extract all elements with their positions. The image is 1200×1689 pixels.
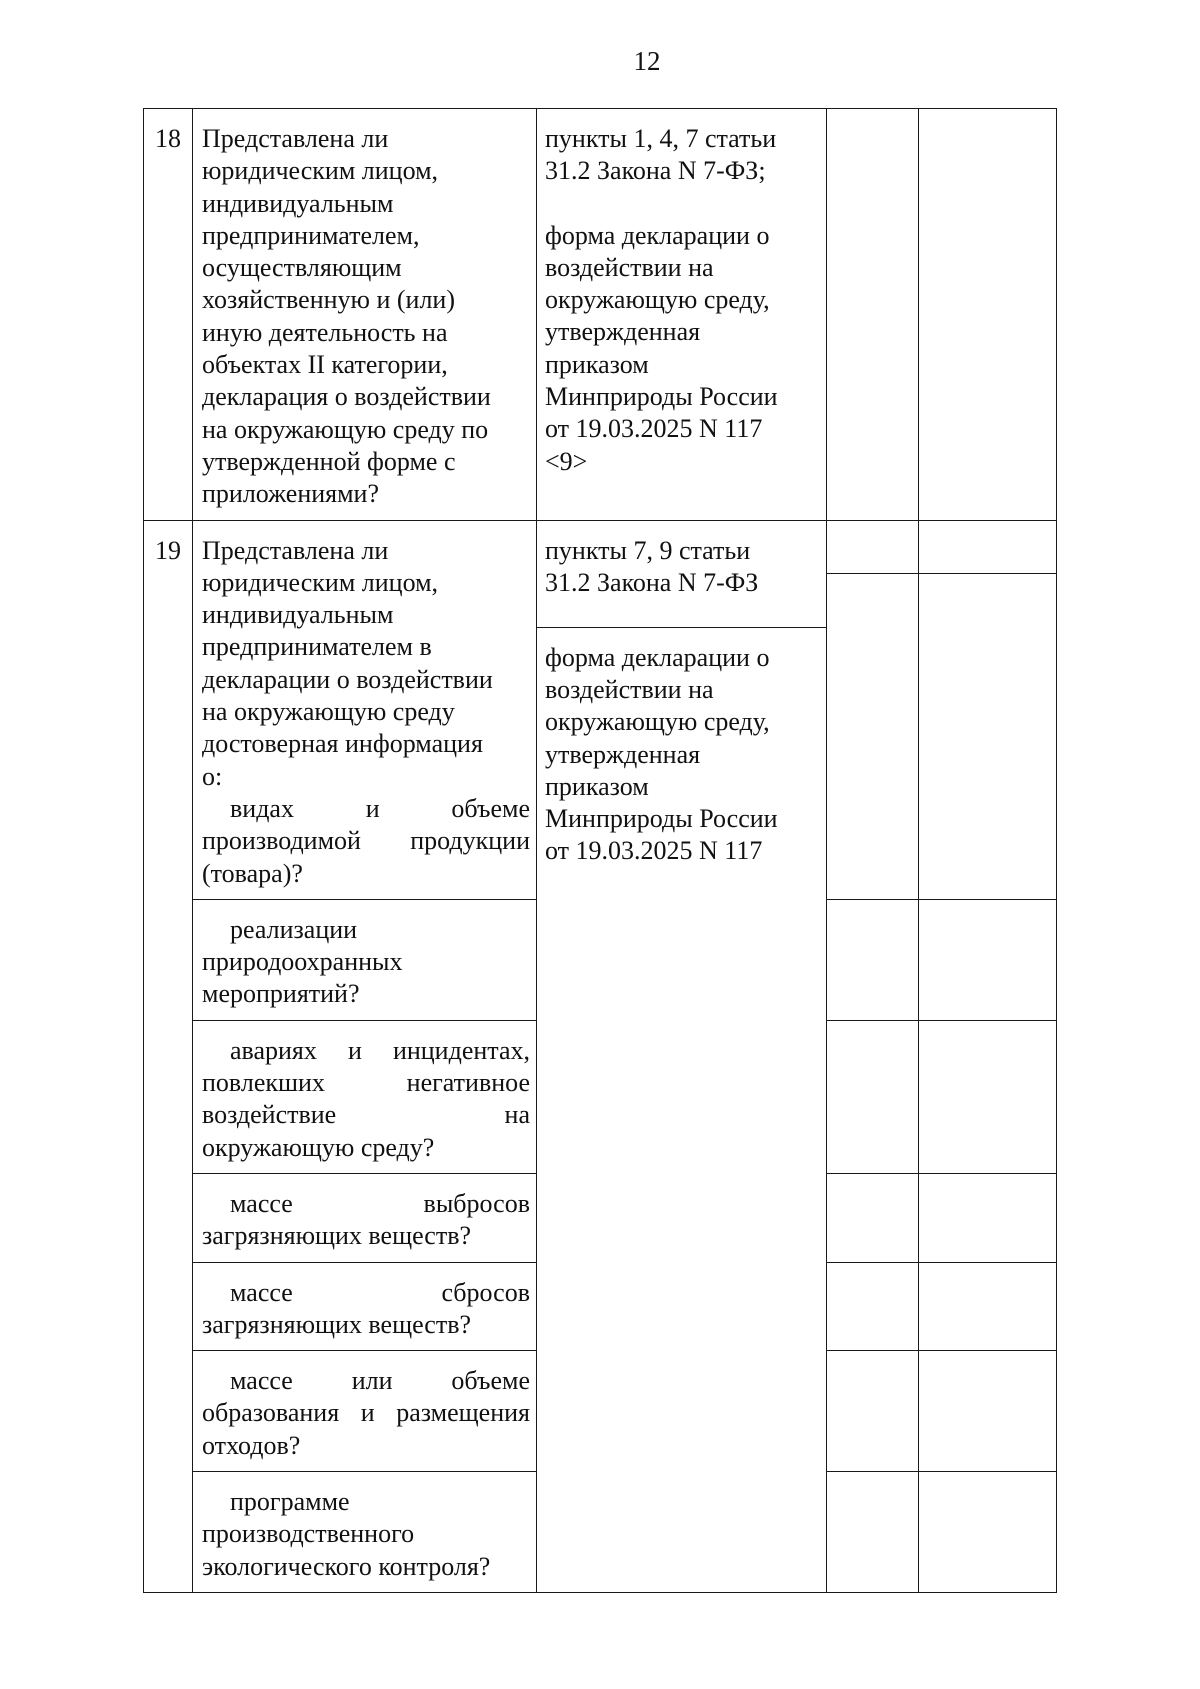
- reference-cell: [537, 627, 827, 1592]
- question-cell: [193, 520, 537, 899]
- question-line: достоверная информация: [202, 729, 483, 759]
- sub-item-line: отходов?: [202, 1430, 301, 1460]
- reference-line: воздействии на: [545, 252, 714, 282]
- question-line: Представлена ли: [202, 535, 389, 565]
- sub-item-line: окружающую среду?: [202, 1132, 435, 1162]
- sub-item-first-line: массе выбросов: [230, 1188, 530, 1218]
- reference-line: утвержденная: [545, 739, 701, 769]
- sub-item-line: образования и размещения: [202, 1398, 530, 1428]
- note-cell[interactable]: [919, 1173, 1057, 1262]
- sub-item-line: загрязняющих веществ?: [202, 1309, 472, 1339]
- note-cell[interactable]: [919, 1351, 1057, 1472]
- sub-item-cell: [193, 1262, 537, 1351]
- reference-line: приказом: [545, 771, 649, 801]
- note-cell[interactable]: [919, 573, 1057, 899]
- question-line: индивидуальным: [202, 188, 394, 218]
- sub-item-line: (товара)?: [202, 858, 303, 888]
- sub-item-cell: [193, 899, 537, 1020]
- question-line: осуществляющим: [202, 253, 402, 283]
- answer-cell[interactable]: [827, 1262, 919, 1351]
- note-cell[interactable]: [919, 1020, 1057, 1173]
- reference-line: пункты 1, 4, 7 статьи: [545, 124, 777, 153]
- sub-item-first-line: программе: [230, 1486, 350, 1516]
- reference-line: форма декларации о: [545, 220, 770, 250]
- reference-line: <9>: [545, 446, 588, 476]
- answer-cell[interactable]: [827, 573, 919, 899]
- note-cell[interactable]: [919, 109, 1057, 521]
- reference-line: 31.2 Закона N 7-ФЗ: [545, 567, 759, 597]
- question-line: утвержденной форме с: [202, 446, 456, 476]
- question-line: о:: [202, 761, 223, 791]
- reference-line: форма декларации о: [545, 642, 770, 672]
- question-line: декларации о воздействии: [202, 664, 493, 694]
- note-cell[interactable]: [919, 520, 1057, 573]
- note-cell[interactable]: [919, 1262, 1057, 1351]
- sub-item-line: производимой продукции: [202, 826, 530, 856]
- question-line: хозяйственную и (или): [202, 285, 456, 315]
- page-number: 12: [633, 46, 661, 76]
- note-cell[interactable]: [919, 1471, 1057, 1592]
- sub-item-first-line: видах и объеме: [230, 793, 530, 823]
- sub-item-line: повлекших негативное: [202, 1068, 530, 1098]
- reference-cell: [537, 109, 827, 521]
- question-line: приложениями?: [202, 479, 380, 509]
- reference-line: утвержденная: [545, 317, 701, 347]
- sub-item-cell: [193, 1020, 537, 1173]
- question-cell: [193, 109, 537, 521]
- answer-cell[interactable]: [827, 899, 919, 1020]
- answer-cell[interactable]: [827, 1351, 919, 1472]
- question-line: декларация о воздействии: [202, 382, 491, 412]
- question-line: юридическим лицом,: [202, 567, 439, 597]
- sub-item-line: воздействие на: [202, 1100, 530, 1130]
- reference-line: приказом: [545, 349, 649, 379]
- reference-line: воздействии на: [545, 674, 714, 704]
- answer-cell[interactable]: [827, 109, 919, 521]
- row-19-top: [144, 520, 1057, 573]
- answer-cell[interactable]: [827, 1173, 919, 1262]
- question-line: предпринимателем в: [202, 632, 432, 662]
- answer-cell[interactable]: [827, 1020, 919, 1173]
- question-line: Представлена ли: [202, 124, 389, 153]
- checklist-table: [143, 108, 1057, 1593]
- sub-item-line: экологического контроля?: [202, 1551, 491, 1581]
- question-line: на окружающую среду: [202, 697, 455, 727]
- sub-item-line: производственного: [202, 1519, 415, 1549]
- note-cell[interactable]: [919, 899, 1057, 1020]
- reference-line: от 19.03.2025 N 117: [545, 414, 763, 444]
- reference-line: пункты 7, 9 статьи: [545, 535, 751, 565]
- sub-item-cell: [193, 1173, 537, 1262]
- reference-line: от 19.03.2025 N 117: [545, 836, 763, 866]
- sub-item-first-line: авариях и инцидентах,: [230, 1035, 530, 1065]
- reference-line: Минприроды России: [545, 382, 778, 412]
- question-line: юридическим лицом,: [202, 156, 439, 186]
- question-line: предпринимателем,: [202, 220, 420, 250]
- sub-item-first-line: массе или объеме: [230, 1366, 530, 1396]
- sub-item-line: загрязняющих веществ?: [202, 1221, 472, 1251]
- reference-line: окружающую среду,: [545, 707, 770, 737]
- question-line: на окружающую среду по: [202, 414, 489, 444]
- reference-line: Минприроды России: [545, 804, 778, 834]
- question-line: индивидуальным: [202, 600, 394, 630]
- question-line: объектах II категории,: [202, 350, 448, 380]
- reference-line: окружающую среду,: [545, 285, 770, 315]
- sub-item-line: мероприятий?: [202, 979, 360, 1009]
- reference-line: 31.2 Закона N 7-ФЗ;: [545, 156, 766, 186]
- sub-item-first-line: массе сбросов: [230, 1277, 530, 1307]
- sub-item-line: природоохранных: [202, 947, 403, 977]
- item-number: 19: [144, 520, 193, 1592]
- answer-cell[interactable]: [827, 520, 919, 573]
- sub-item-cell: [193, 1351, 537, 1472]
- question-line: иную деятельность на: [202, 317, 448, 347]
- item-number: 18: [144, 109, 193, 521]
- sub-item-first-line: реализации: [230, 914, 358, 944]
- answer-cell[interactable]: [827, 1471, 919, 1592]
- sub-item-cell: [193, 1471, 537, 1592]
- reference-cell: [537, 520, 827, 627]
- row-18: [144, 109, 1057, 521]
- reference-spacer: [545, 188, 818, 220]
